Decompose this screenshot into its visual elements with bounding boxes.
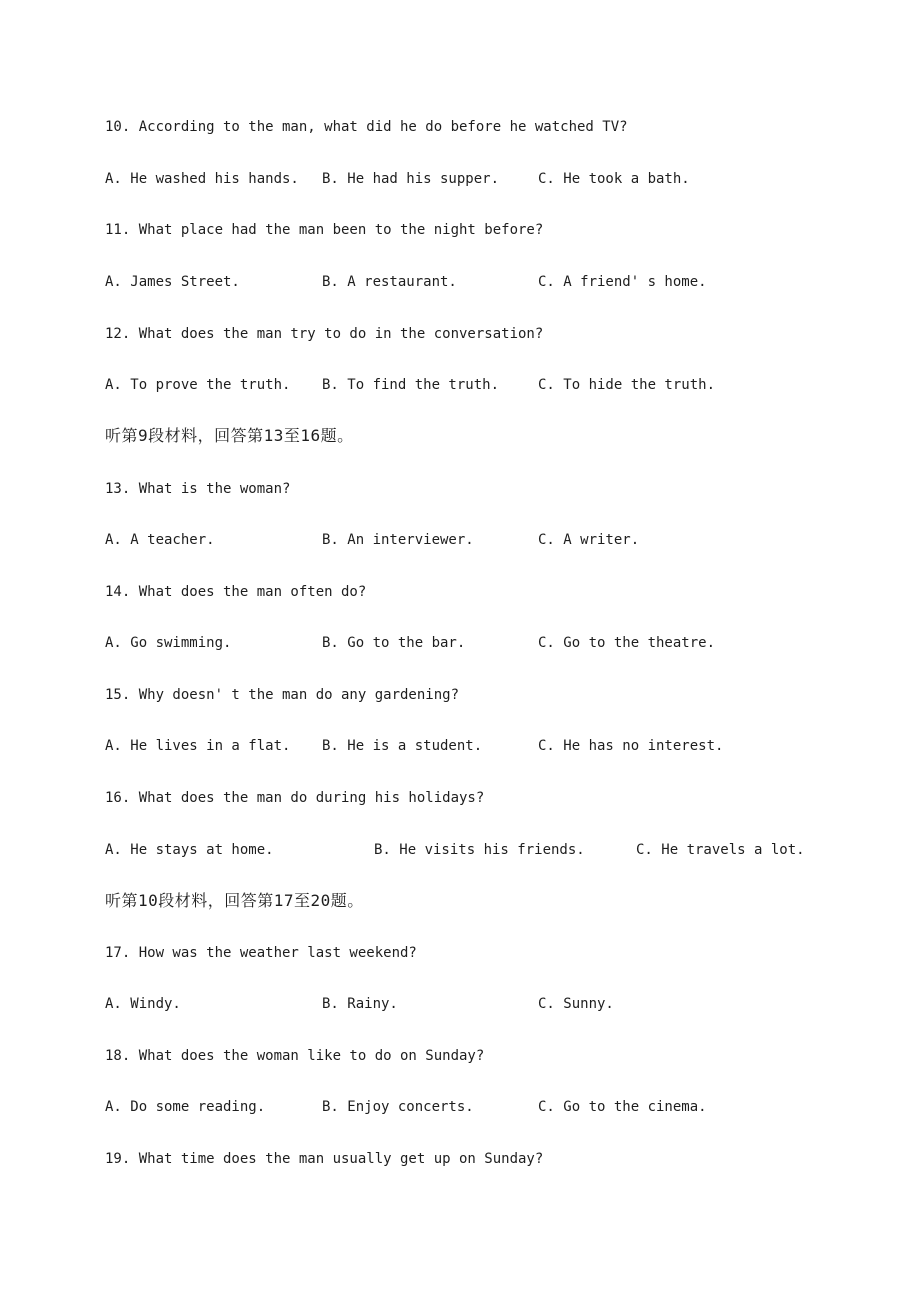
- option-12-c: C. To hide the truth.: [538, 377, 716, 393]
- option-15-c: C. He has no interest.: [538, 738, 724, 754]
- option-18-b: B. Enjoy concerts.: [322, 1099, 474, 1115]
- question-11: 11. What place had the man been to the night before?: [105, 222, 544, 238]
- section-header-material-10: 听第10段材料，回答第17至20题。: [105, 891, 364, 910]
- question-13-options: [0, 531, 920, 549]
- option-15-b: B. He is a student.: [322, 738, 483, 754]
- question-12: 12. What does the man try to do in the conversation?: [105, 326, 544, 342]
- option-10-c: C. He took a bath.: [538, 171, 690, 187]
- option-15-a: A. He lives in a flat.: [105, 738, 291, 754]
- option-17-a: A. Windy.: [105, 996, 181, 1012]
- question-13: 13. What is the woman?: [105, 481, 291, 497]
- section-header-material-9: 听第9段材料，回答第13至16题。: [105, 426, 354, 445]
- option-12-b: B. To find the truth.: [322, 377, 500, 393]
- question-18-options: [0, 1098, 920, 1116]
- question-11-options: [0, 273, 920, 291]
- option-10-b: B. He had his supper.: [322, 171, 500, 187]
- question-10-options: [0, 170, 920, 188]
- option-18-a: A. Do some reading.: [105, 1099, 266, 1115]
- question-18: 18. What does the woman like to do on Sunday?: [105, 1048, 485, 1064]
- option-16-c: C. He travels a lot.: [636, 842, 805, 858]
- question-14: 14. What does the man often do?: [105, 584, 367, 600]
- question-16-options: [0, 841, 920, 859]
- option-11-c: C. A friend' s home.: [538, 274, 707, 290]
- question-16: 16. What does the man do during his holidays?: [105, 790, 485, 806]
- option-11-b: B. A restaurant.: [322, 274, 457, 290]
- option-14-a: A. Go swimming.: [105, 635, 232, 651]
- option-13-b: B. An interviewer.: [322, 532, 474, 548]
- question-17: 17. How was the weather last weekend?: [105, 945, 417, 961]
- option-17-c: C. Sunny.: [538, 996, 614, 1012]
- option-14-c: C. Go to the theatre.: [538, 635, 716, 651]
- option-16-a: A. He stays at home.: [105, 842, 274, 858]
- option-18-c: C. Go to the cinema.: [538, 1099, 707, 1115]
- option-13-c: C. A writer.: [538, 532, 640, 548]
- option-16-b: B. He visits his friends.: [374, 842, 585, 858]
- option-12-a: A. To prove the truth.: [105, 377, 291, 393]
- option-17-b: B. Rainy.: [322, 996, 398, 1012]
- question-15: 15. Why doesn' t the man do any gardening?: [105, 687, 460, 703]
- question-19: 19. What time does the man usually get up on Sunday?: [105, 1151, 544, 1167]
- question-10: 10. According to the man, what did he do before he watched TV?: [105, 119, 628, 135]
- option-10-a: A. He washed his hands.: [105, 171, 299, 187]
- question-15-options: [0, 737, 920, 755]
- question-12-options: [0, 376, 920, 394]
- question-14-options: [0, 634, 920, 652]
- option-13-a: A. A teacher.: [105, 532, 215, 548]
- option-11-a: A. James Street.: [105, 274, 240, 290]
- option-14-b: B. Go to the bar.: [322, 635, 466, 651]
- question-17-options: [0, 995, 920, 1013]
